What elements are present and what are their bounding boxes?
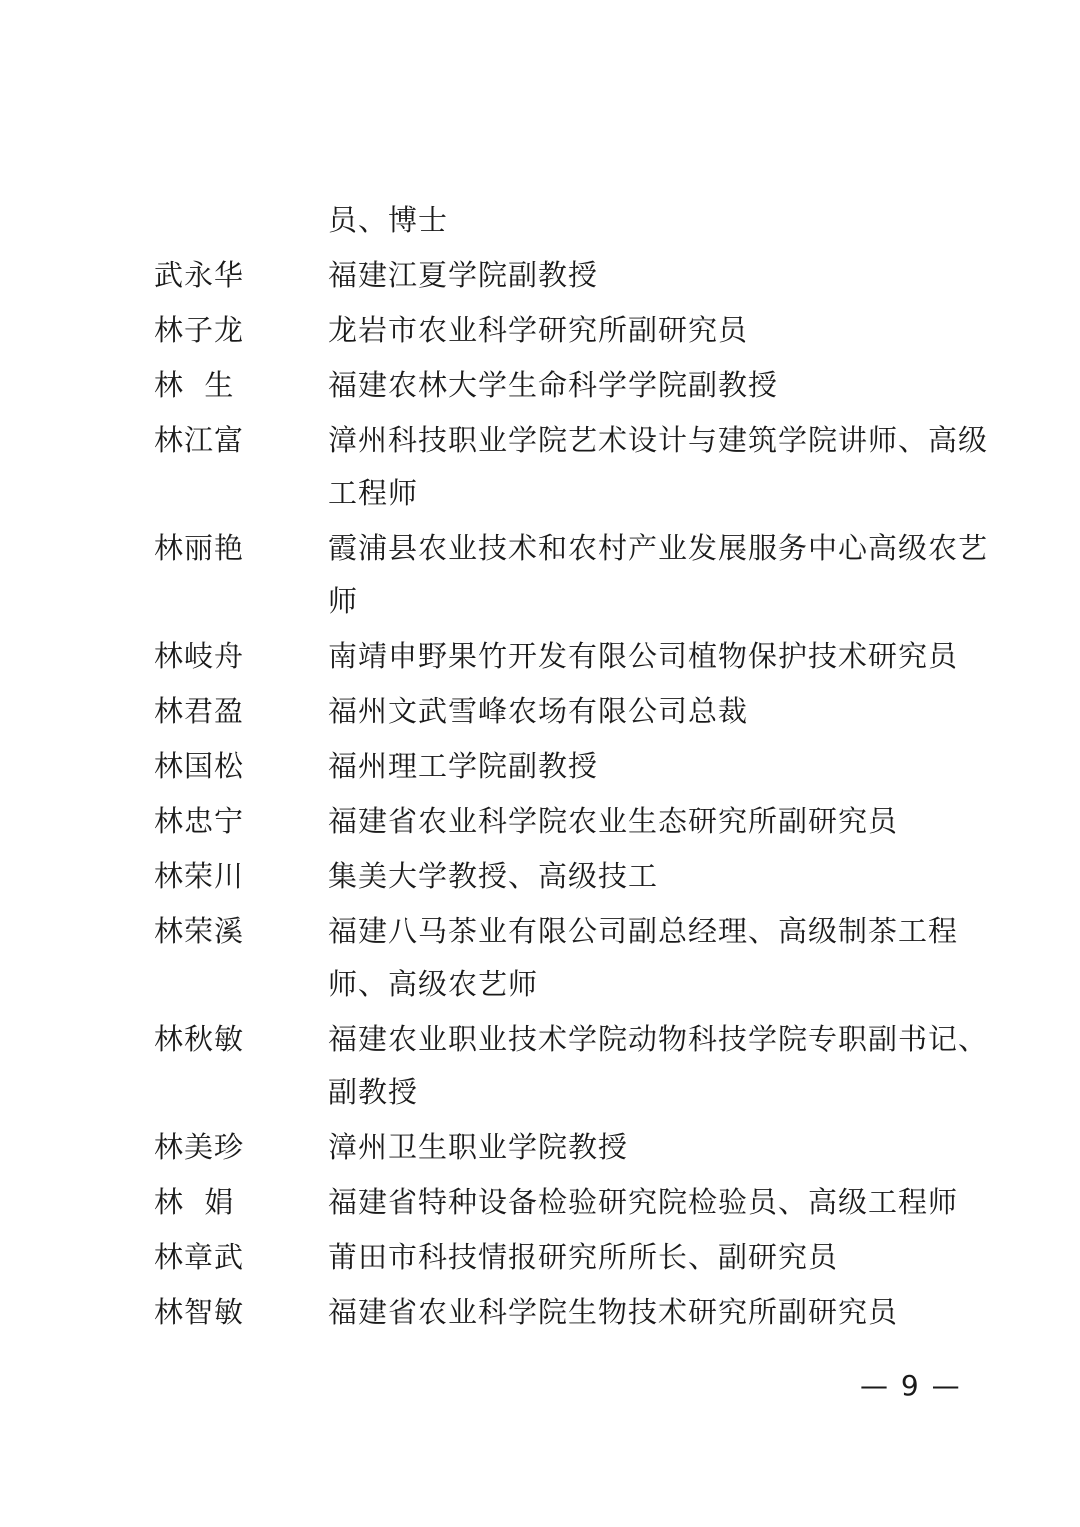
person-name: 林君盈 (154, 694, 245, 728)
person-name: 林美珍 (154, 1130, 245, 1164)
affiliation-line: 福建农业职业技术学院动物科技学院专职副书记、 (328, 1022, 989, 1056)
affiliation (328, 413, 1028, 521)
affiliation (328, 904, 1028, 1012)
person-name: 林国松 (154, 749, 245, 783)
affiliation-line: 员、博士 (328, 203, 449, 237)
page-number: — 9 — (860, 1369, 962, 1402)
list-item (0, 794, 1080, 849)
list-item (0, 1012, 1080, 1120)
affiliation (328, 1120, 1028, 1175)
list-item (0, 684, 1080, 739)
affiliation-line: 福建省农业科学院农业生态研究所副研究员 (328, 804, 899, 838)
list-item (0, 1230, 1080, 1285)
affiliation-line: 福建八马茶业有限公司副总经理、高级制茶工程 (328, 914, 959, 948)
affiliation (328, 849, 1028, 904)
affiliation-line: 集美大学教授、高级技工 (328, 859, 659, 893)
affiliation-line: 师、高级农艺师 (328, 967, 539, 1001)
person-name: 林忠宁 (154, 804, 245, 838)
list-item (0, 904, 1080, 1012)
affiliation (328, 193, 1028, 248)
person-name: 林岐舟 (154, 639, 245, 673)
affiliation (328, 1230, 1028, 1285)
affiliation-line: 莆田市科技情报研究所所长、副研究员 (328, 1240, 839, 1274)
list-item (0, 629, 1080, 684)
affiliation-line: 师 (328, 584, 359, 618)
affiliation-line: 漳州科技职业学院艺术设计与建筑学院讲师、高级 (328, 423, 989, 457)
person-name: 林子龙 (154, 313, 245, 347)
affiliation (328, 1175, 1028, 1230)
affiliation (328, 248, 1028, 303)
person-name: 林荣溪 (154, 914, 245, 948)
affiliation-line: 福建江夏学院副教授 (328, 258, 599, 292)
affiliation (328, 303, 1028, 358)
person-name: 林章武 (154, 1240, 245, 1274)
list-item (0, 413, 1080, 521)
affiliation-line: 福州理工学院副教授 (328, 749, 599, 783)
entry-list (0, 193, 1080, 1340)
list-item (0, 849, 1080, 904)
person-name: 林江富 (154, 423, 245, 457)
person-name: 林智敏 (154, 1295, 245, 1329)
list-item (0, 1175, 1080, 1230)
affiliation-line: 福建省农业科学院生物技术研究所副研究员 (328, 1295, 899, 1329)
affiliation (328, 629, 1028, 684)
affiliation-line: 漳州卫生职业学院教授 (328, 1130, 629, 1164)
list-item (0, 1285, 1080, 1340)
affiliation (328, 739, 1028, 794)
affiliation-line: 龙岩市农业科学研究所副研究员 (328, 313, 749, 347)
affiliation-line: 福建省特种设备检验研究院检验员、高级工程师 (328, 1185, 959, 1219)
affiliation (328, 358, 1028, 413)
list-item (0, 739, 1080, 794)
person-name: 林 生 (154, 368, 235, 402)
affiliation-line: 南靖申野果竹开发有限公司植物保护技术研究员 (328, 639, 959, 673)
list-item (0, 248, 1080, 303)
affiliation-line: 工程师 (328, 476, 419, 510)
person-name: 林 娟 (154, 1185, 235, 1219)
affiliation-line: 副教授 (328, 1075, 419, 1109)
affiliation (328, 521, 1028, 629)
affiliation-line: 福州文武雪峰农场有限公司总裁 (328, 694, 749, 728)
affiliation (328, 1012, 1028, 1120)
list-item (0, 303, 1080, 358)
person-name: 武永华 (154, 258, 245, 292)
list-item (0, 358, 1080, 413)
affiliation-line: 福建农林大学生命科学学院副教授 (328, 368, 779, 402)
list-item (0, 1120, 1080, 1175)
list-item (0, 521, 1080, 629)
affiliation (328, 1285, 1028, 1340)
person-name: 林荣川 (154, 859, 245, 893)
affiliation (328, 684, 1028, 739)
list-item (0, 193, 1080, 248)
person-name: 林秋敏 (154, 1022, 245, 1056)
affiliation-line: 霞浦县农业技术和农村产业发展服务中心高级农艺 (328, 531, 989, 565)
affiliation (328, 794, 1028, 849)
person-name: 林丽艳 (154, 531, 245, 565)
